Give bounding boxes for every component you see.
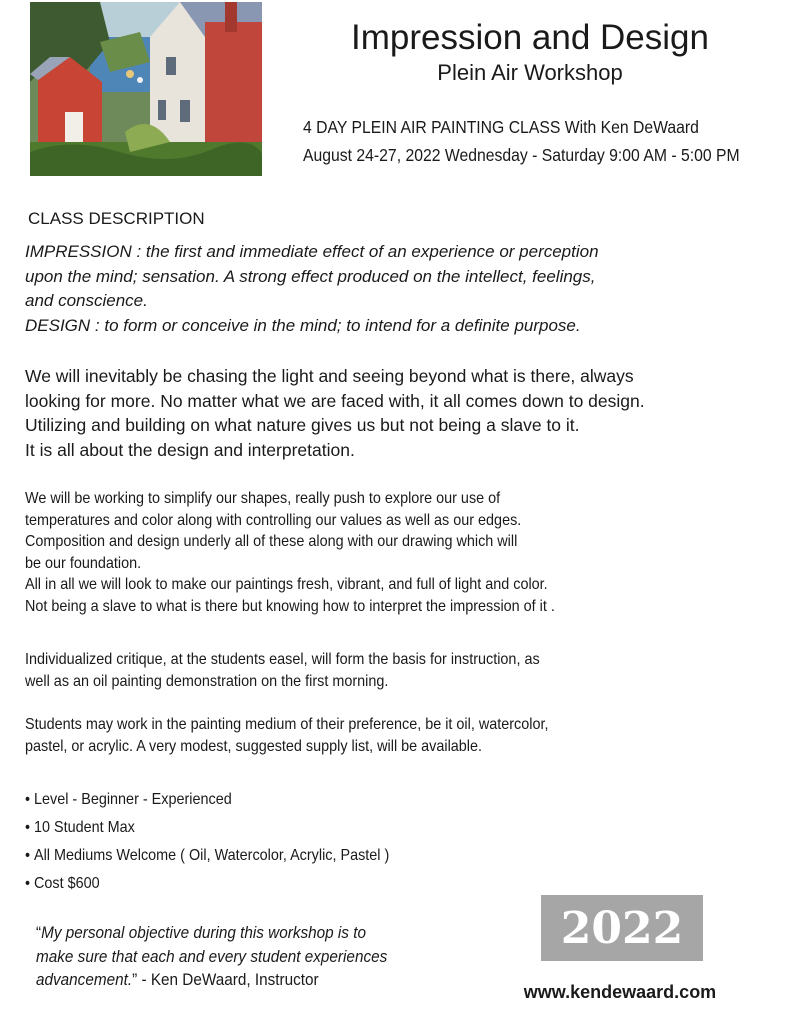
paragraph-line: be our foundation. <box>25 554 142 572</box>
paragraph-line: Individualized critique, at the students easel, will form the basis for instruction, as <box>25 651 540 668</box>
bullet-icon: • <box>25 847 31 864</box>
paragraph-line: Composition and design underly all of these along with our drawing which will <box>25 533 518 550</box>
intro-line: looking for more. No matter what we are faced with, it all comes down to design. <box>25 390 645 411</box>
definition-line: IMPRESSION : the first and immediate effect of an experience or perception <box>25 242 599 261</box>
list-item-text: Level - Beginner - Experienced <box>34 791 232 808</box>
critique-paragraph <box>25 649 745 692</box>
list-item <box>25 842 389 870</box>
paragraph-line: well as an oil painting demonstration on the first morning. <box>25 672 389 690</box>
year-badge: 2022 <box>541 895 703 961</box>
instructor-quote <box>36 921 466 992</box>
painting-image <box>30 2 262 176</box>
paragraph-line: All in all we will look to make our paintings fresh, vibrant, and full of light and color. <box>25 576 548 593</box>
definition-line: and conscience. <box>25 291 148 310</box>
date-info-line: August 24-27, 2022 Wednesday - Saturday 9:00 AM - 5:00 PM <box>303 145 740 165</box>
approach-paragraph <box>25 488 745 617</box>
paragraph-line: Students may work in the painting medium of their preference, be it oil, watercolor, <box>25 716 549 733</box>
paragraph-line: Not being a slave to what is there but knowing how to interpret the impression of it . <box>25 597 555 615</box>
quote-line <box>36 945 423 969</box>
intro-line: We will inevitably be chasing the light and seeing beyond what is there, always <box>25 366 634 386</box>
paragraph-line: temperatures and color along with controlling our values as well as our edges. <box>25 511 522 529</box>
mediums-paragraph <box>25 714 745 757</box>
intro-line: Utilizing and building on what nature gives us but not being a slave to it. <box>25 415 580 435</box>
intro-line: It is all about the design and interpretation. <box>25 439 355 460</box>
class-info-line: 4 DAY PLEIN AIR PAINTING CLASS With Ken DeWaard <box>303 117 699 137</box>
intro-paragraph <box>25 364 745 462</box>
definition-line: DESIGN : to form or conceive in the mind; to intend for a definite purpose. <box>25 315 581 335</box>
paragraph-line: pastel, or acrylic. A very modest, suggested supply list, will be available. <box>25 737 483 755</box>
quote-text: My personal objective during this workshop is to <box>41 923 366 942</box>
list-item-text: Cost $600 <box>34 875 100 892</box>
list-item <box>25 870 389 898</box>
list-item <box>25 786 389 814</box>
bullet-icon: • <box>25 819 31 836</box>
workshop-subtitle: Plein Air Workshop <box>437 60 623 85</box>
details-list <box>25 786 430 898</box>
quote-text: make sure that each and every student experiences <box>36 946 388 966</box>
workshop-title: Impression and Design <box>351 18 709 57</box>
open-quote-mark: “ <box>36 923 42 942</box>
paragraph-line: We will be working to simplify our shapes, really push to explore our use of <box>25 490 501 507</box>
bullet-icon: • <box>25 791 31 808</box>
list-item-text: All Mediums Welcome ( Oil, Watercolor, Acrylic, Pastel ) <box>34 847 390 864</box>
bullet-icon: • <box>25 875 31 892</box>
close-quote-mark: ” <box>132 970 138 989</box>
quote-line <box>36 968 423 992</box>
definitions-block <box>25 240 725 338</box>
quote-attribution: - Ken DeWaard, Instructor <box>137 970 319 989</box>
quote-text: advancement. <box>36 970 133 989</box>
list-item <box>25 814 389 842</box>
list-item-text: 10 Student Max <box>34 819 135 836</box>
website-link[interactable]: www.kendewaard.com <box>523 982 717 1002</box>
class-description-heading: CLASS DESCRIPTION <box>28 209 205 228</box>
quote-line <box>36 921 423 945</box>
definition-line: upon the mind; sensation. A strong effect produced on the intellect, feelings, <box>25 266 596 286</box>
